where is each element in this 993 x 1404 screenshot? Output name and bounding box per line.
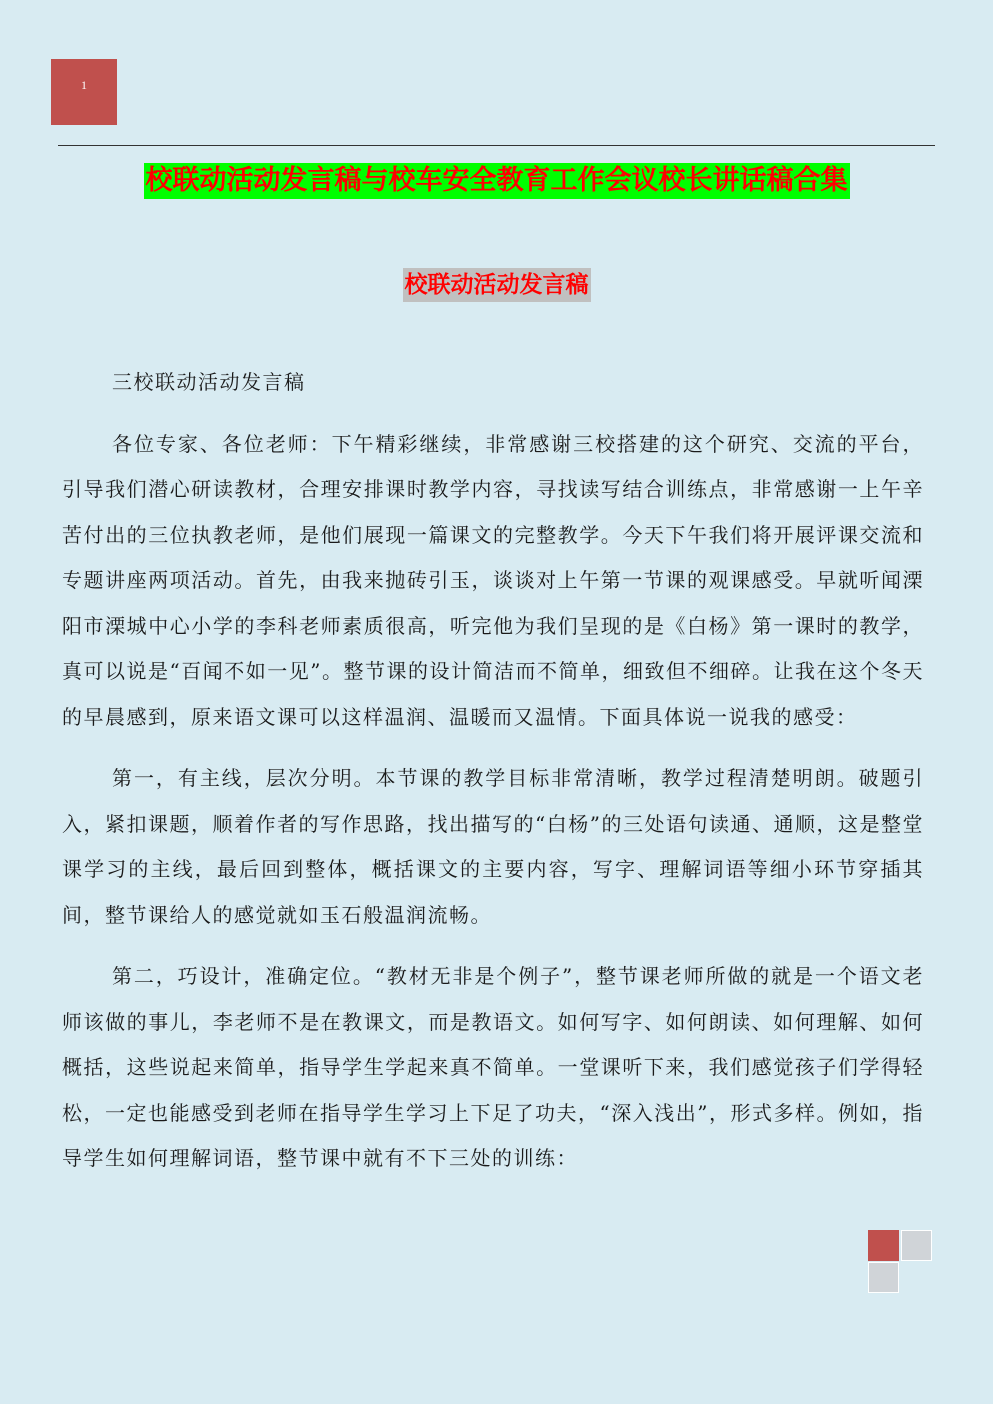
document-title: 校联动活动发言稿与校车安全教育工作会议校长讲话稿合集 <box>144 163 850 199</box>
section-title: 校联动活动发言稿 <box>403 268 591 302</box>
paragraph: 第一，有主线，层次分明。本节课的教学目标非常清晰，教学过程清楚明朗。破题引入，紧扣课题，顺着作者的写作思路，找出描写的“白杨”的三处语句读通、通顺，这是整堂课学习的主线，最后回到整体，概括课文的主要内容，写字、理解词语等细小环节穿插其间，整节课给人的感觉就如玉石般温润流畅。 <box>62 766 924 927</box>
page-number-badge <box>51 59 117 125</box>
document-body <box>62 360 924 1198</box>
page-number: 1 <box>81 78 87 92</box>
decorative-square-gray <box>868 1262 899 1293</box>
section-title-container <box>0 268 993 302</box>
decorative-square-gray <box>901 1230 932 1261</box>
header-divider <box>58 145 935 146</box>
paragraph: 第二，巧设计，准确定位。“教材无非是个例子”，整节课老师所做的就是一个语文老师该做的事儿，李老师不是在教课文，而是教语文。如何写字、如何朗读、如何理解、如何概括，这些说起来简单，指导学生学起来真不简单。一堂课听下来，我们感觉孩子们学得轻松，一定也能感受到老师在指导学生学习上下足了功夫，“深入浅出”，形式多样。例如，指导学生如何理解词语，整节课中就有不下三处的训练： <box>62 964 924 1170</box>
document-title-container <box>0 163 993 199</box>
paragraph: 各位专家、各位老师：下午精彩继续，非常感谢三校搭建的这个研究、交流的平台，引导我们潜心研读教材，合理安排课时教学内容，寻找读写结合训练点，非常感谢一上午辛苦付出的三位执教老师，是他们展现一篇课文的完整教学。今天下午我们将开展评课交流和专题讲座两项活动。首先，由我来抛砖引玉，谈谈对上午第一节课的观课感受。早就听闻溧阳市溧城中心小学的李科老师素质很高，听完他为我们呈现的是《白杨》第一课时的教学，真可以说是“百闻不如一见”。整节课的设计简洁而不简单，细致但不细碎。让我在这个冬天的早晨感到，原来语文课可以这样温润、温暖而又温情。下面具体说一说我的感受： <box>62 431 924 729</box>
decorative-square-red <box>868 1230 899 1261</box>
paragraph-subtitle: 三校联动活动发言稿 <box>112 370 306 394</box>
